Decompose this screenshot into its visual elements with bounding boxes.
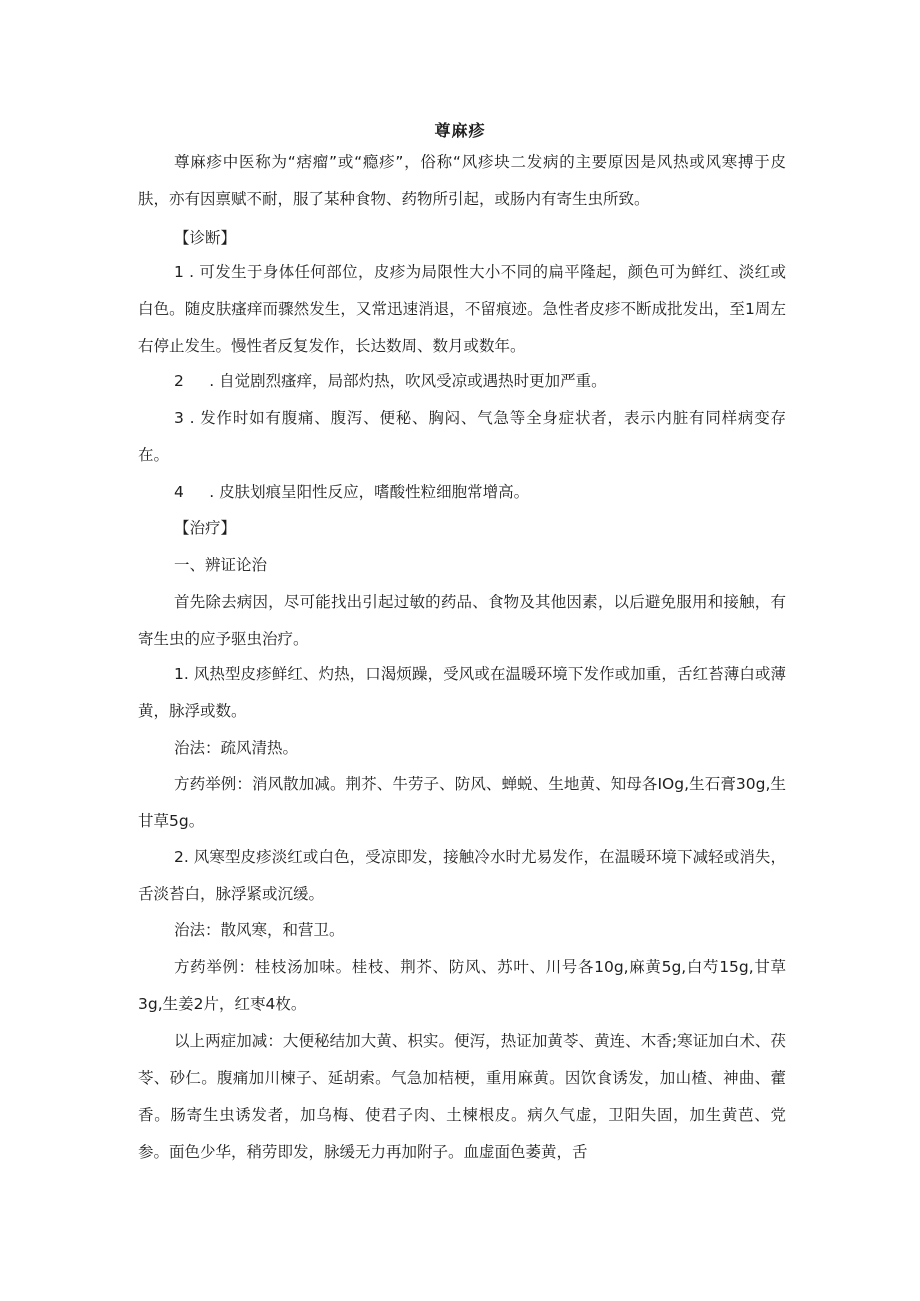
diagnosis-item-4: 4 . 皮肤划痕呈阳性反应，嗜酸性粒细胞常增高。 bbox=[174, 483, 530, 501]
page-title: 尊麻疹 bbox=[434, 121, 486, 140]
wind-heat-prescription: 方药举例：消风散加减。荆芥、牛劳子、防风、蝉蜕、生地黄、知母各IOg,生石膏30g,生甘草5g。 bbox=[138, 775, 786, 830]
diagnosis-item-2: 2 . 自觉剧烈瘙痒，局部灼热，吹风受凉或遇热时更加严重。 bbox=[174, 372, 607, 390]
wind-heat-type: 1. 风热型皮疹鲜红、灼热，口渴烦躁，受风或在温暖环境下发作或加重，舌红苔薄白或薄黄，脉浮或数。 bbox=[138, 665, 786, 720]
wind-cold-method: 治法：散风寒，和营卫。 bbox=[174, 921, 345, 939]
modifications-paragraph: 以上两症加减：大便秘结加大黄、枳实。便泻，热证加黄苓、黄连、木香;寒证加白术、茯苓、砂仁。腹痛加川楝子、延胡索。气急加桔梗，重用麻黄。因饮食诱发，加山楂、神曲、藿香。肠寄生虫诱发者，加乌梅、使君子肉、土楝根皮。病久气虚，卫阳失固，加生黄芭、党参。面色少华，稍劳即发，脉缓无力再加附子。血虚面色萎黄，舌 bbox=[138, 1032, 786, 1161]
treatment-heading: 【治疗】 bbox=[174, 519, 237, 537]
wind-cold-type: 2. 风寒型皮疹淡红或白色，受凉即发，接触冷水时尤易发作，在温暖环境下减轻或消失，舌淡苔白，脉浮紧或沉缓。 bbox=[138, 848, 786, 903]
treatment-intro: 首先除去病因，尽可能找出引起过敏的药品、食物及其他因素，以后避免服用和接触，有寄生虫的应予驱虫治疗。 bbox=[138, 593, 786, 648]
diagnosis-item-3: 3 . 发作时如有腹痛、腹泻、便秘、胸闷、气急等全身症状者，表示内脏有同样病变存在。 bbox=[138, 409, 786, 464]
wind-cold-prescription: 方药举例：桂枝汤加味。桂枝、荆芥、防风、苏叶、川号各10g,麻黄5g,白芍15g,甘草3g,生姜2片，红枣4枚。 bbox=[138, 958, 786, 1013]
diagnosis-heading: 【诊断】 bbox=[174, 229, 237, 247]
intro-paragraph: 尊麻疹中医称为“痞瘤”或“瘾疹”，俗称“风疹块二发病的主要原因是风热或风寒搏于皮肤，亦有因禀赋不耐，服了某种食物、药物所引起，或肠内有寄生虫所致。 bbox=[138, 153, 786, 208]
wind-heat-method: 治法：疏风清热。 bbox=[174, 739, 299, 757]
section-heading: 一、辨证论治 bbox=[174, 556, 268, 574]
diagnosis-item-1: 1 . 可发生于身体任何部位，皮疹为局限性大小不同的扁平隆起，颜色可为鲜红、淡红或白色。随皮肤瘙痒而骤然发生，又常迅速消退，不留痕迹。急性者皮疹不断成批发出，至1周左右停止发生。慢性者反复发作，长达数周、数月或数年。 bbox=[138, 263, 786, 355]
